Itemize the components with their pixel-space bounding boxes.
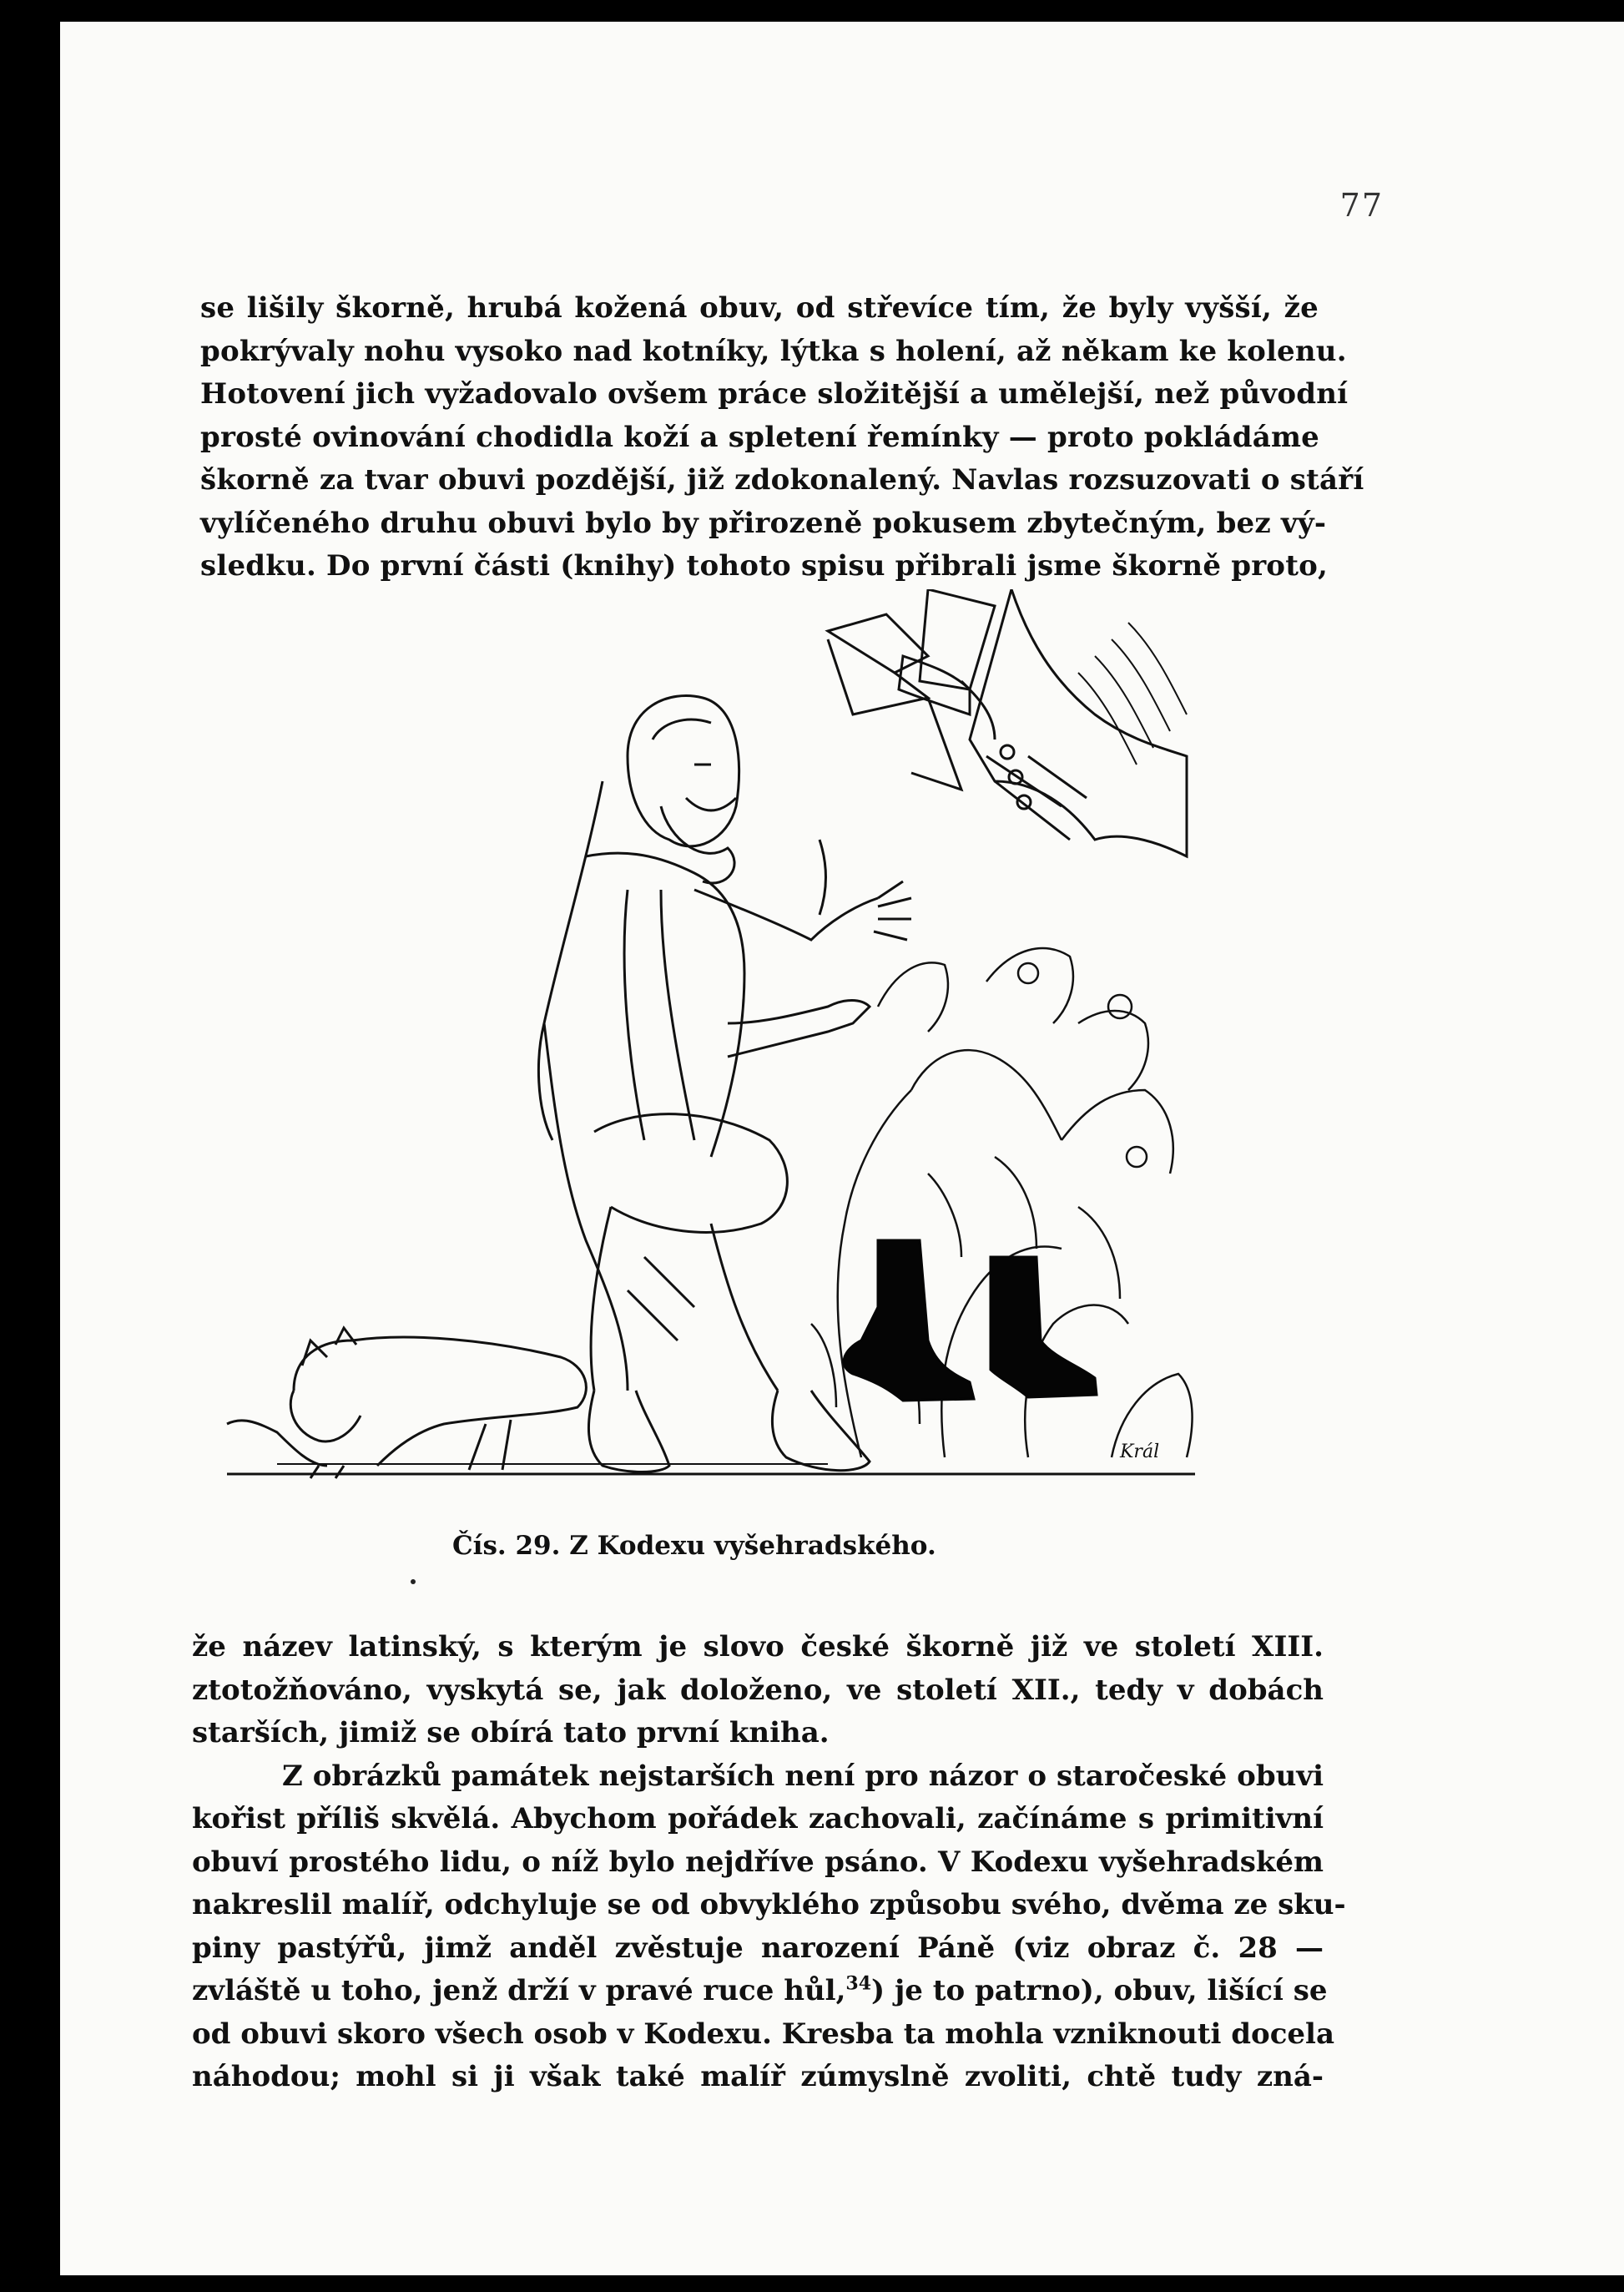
text-line: že název latinský, s kterým je slovo české škorně již ve století XIII.	[192, 1630, 1324, 1663]
text-line: ztotožňováno, vyskytá se, jak doloženo, ve století XII., tedy v dobách	[192, 1673, 1324, 1707]
text-line: od obuvi skoro všech osob v Kodexu. Kresba ta mohla vzniknouti docela	[192, 2017, 1334, 2051]
paragraph-top	[200, 287, 1364, 588]
paragraph-bottom	[192, 1626, 1346, 2099]
cloud-arcs	[1078, 623, 1187, 765]
scroll	[828, 589, 995, 790]
text-line: škorně za tvar obuvi pozdější, již zdokonalený. Navlas rozsuzovati o stáří	[200, 463, 1364, 497]
text-line: obuví prostého lidu, o níž bylo nejdříve psáno. V Kodexu vyšehradském	[192, 1845, 1324, 1879]
text-line: kořist příliš skvělá. Abychom pořádek zachovali, začínáme s primitivní	[192, 1802, 1324, 1835]
text-line: starších, jimiž se obírá tato první kniha.	[192, 1716, 830, 1749]
text-line: nakreslil malíř, odchyluje se od obvyklého způsobu svého, dvěma ze sku-	[192, 1888, 1346, 1921]
text-fragment: zvláště u toho, jenž drží v pravé ruce hůl,	[192, 1974, 846, 2007]
text-line: se lišily škorně, hrubá kožená obuv, od střevíce tím, že byly vyšší, že	[200, 291, 1319, 325]
boot-left	[844, 1240, 974, 1401]
boot-right	[991, 1257, 1097, 1397]
figure-caption: Čís. 29. Z Kodexu vyšehradského.	[452, 1531, 936, 1561]
angel-hand	[899, 589, 1187, 856]
text-line: vylíčeného druhu obuvi bylo by přirozeně pokusem zbytečným, bez vý-	[200, 506, 1327, 540]
text-line: prosté ovinování chodidla koží a spletení řemínky — proto pokládáme	[200, 420, 1319, 454]
text-fragment: ) je to patrno), obuv, lišící se	[871, 1974, 1328, 2007]
text-line: Z obrázků památek nejstarších není pro názor o staročeské obuvi	[282, 1759, 1324, 1793]
text-line: sledku. Do první části (knihy) tohoto spisu přibrali jsme škorně proto,	[200, 549, 1329, 583]
dog	[227, 1328, 586, 1478]
artist-signature: Král	[1120, 1441, 1160, 1462]
book-page	[60, 22, 1624, 2275]
text-line	[192, 1970, 1328, 2013]
text-line: pokrývaly nohu vysoko nad kotníky, lýtka s holení, až někam ke kolenu.	[200, 334, 1347, 368]
text-line: Hotovení jich vyžadovalo ovšem práce složitější a umělejší, než původní	[200, 377, 1349, 411]
text-line: náhodou; mohl si ji však také malíř zúmyslně zvoliti, chtě tudy zná-	[192, 2060, 1324, 2093]
page-number: 77	[1339, 187, 1384, 224]
speck	[411, 1579, 416, 1584]
boots	[844, 1240, 1097, 1401]
text-line: piny pastýřů, jimž anděl zvěstuje narození Páně (viz obraz č. 28 —	[192, 1931, 1324, 1965]
footnote-ref: 34	[845, 1972, 872, 1995]
illustration	[194, 589, 1228, 1507]
